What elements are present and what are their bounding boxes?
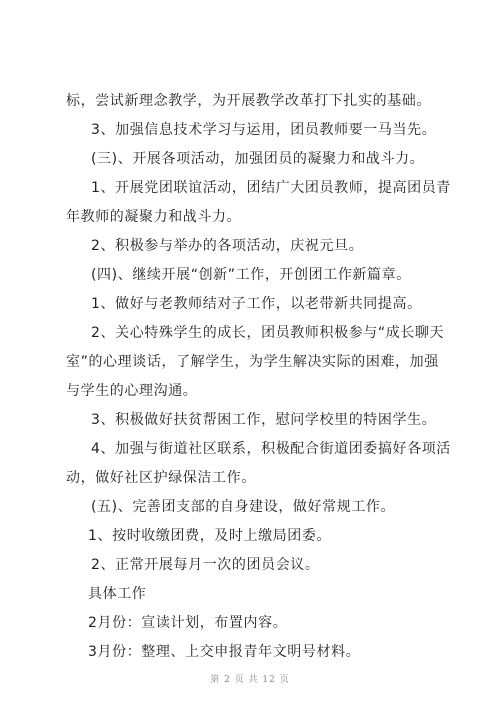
paragraph-new-year: 2、积极参与举办的各项活动，庆祝元旦。 <box>91 238 364 254</box>
paragraph-student-care: 2、关心特殊学生的成长，团员教师积极参与“成长聊天室”的心理谈话，了解学生，为学生解决实际的困难，加强与学生的心理沟通。 <box>66 325 445 399</box>
page-number-footer: 第 2 页 共 12 页 <box>210 675 290 685</box>
paragraph-mentoring: 1、做好与老教师结对子工作，以老带新共同提高。 <box>91 296 422 312</box>
paragraph-item-3-it: 3、加强信息技术学习与运用，团员教师要一马当先。 <box>91 122 437 138</box>
paragraph-meeting: 2、正常开展每月一次的团员会议。 <box>91 557 320 573</box>
document-body <box>66 87 451 667</box>
paragraph-march: 3月份：整理、上交申报青年文明号材料。 <box>88 644 361 660</box>
paragraph-february: 2月份：宣读计划，布置内容。 <box>88 615 288 631</box>
paragraph-community: 4、加强与街道社区联系，积极配合街道团委搞好各项活动，做好社区护绿保洁工作。 <box>66 441 451 486</box>
section-heading-5: (五)、完善团支部的自身建设，做好常规工作。 <box>91 499 396 515</box>
paragraph-poverty-aid: 3、积极做好扶贫帮困工作，慰问学校里的特困学生。 <box>91 412 437 428</box>
paragraph-dues: 1、按时收缴团费，及时上缴局团委。 <box>88 528 332 544</box>
paragraph-party-activity: 1、开展党团联谊活动，团结广大团员教师，提高团员青年教师的凝聚力和战斗力。 <box>66 180 451 225</box>
paragraph-continuation: 标，尝试新理念教学，为开展教学改革打下扎实的基础。 <box>66 93 431 109</box>
subheading-specific-work: 具体工作 <box>88 586 147 602</box>
section-heading-4: (四)、继续开展“创新”工作，开创团工作新篇章。 <box>91 267 411 283</box>
section-heading-3: (三)、开展各项活动，加强团员的凝聚力和战斗力。 <box>91 151 425 167</box>
